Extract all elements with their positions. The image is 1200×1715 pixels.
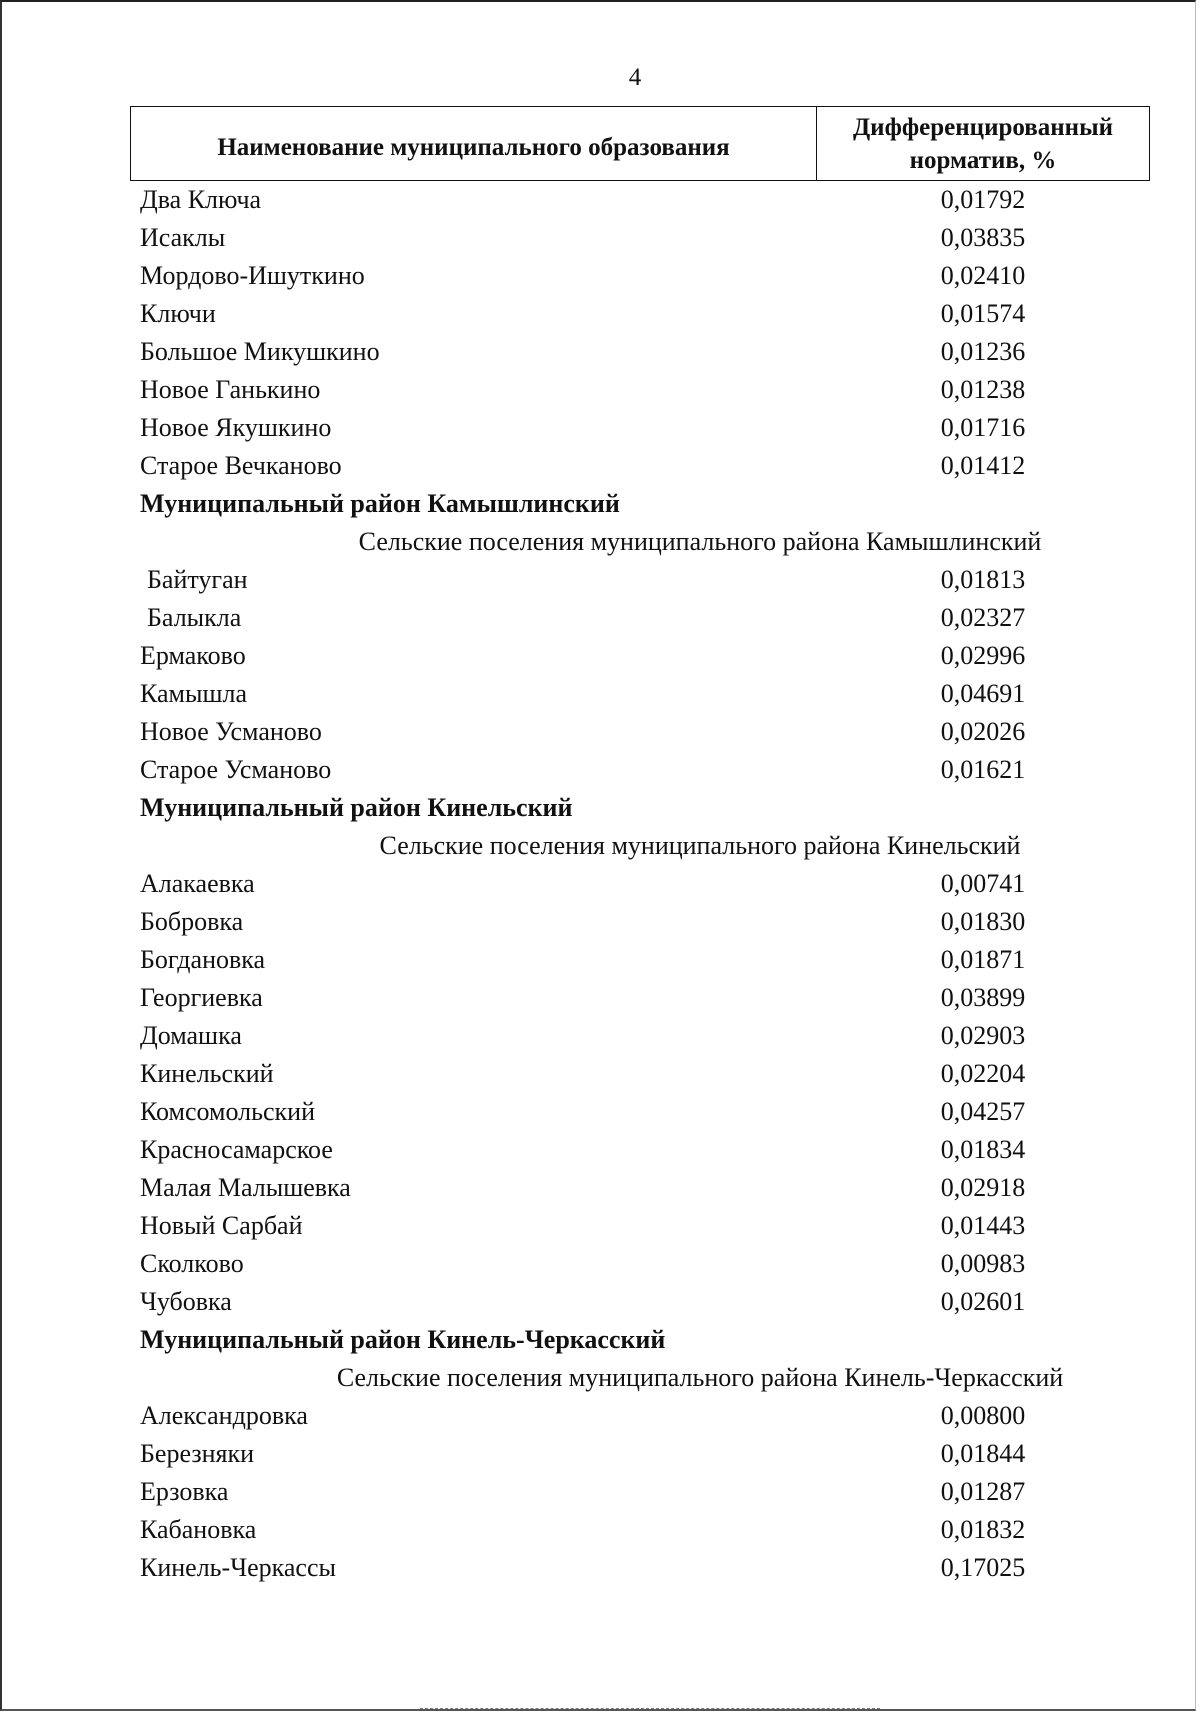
norm-value: 0,03835 bbox=[940, 223, 1026, 252]
header-value-line2: норматив, % bbox=[909, 146, 1057, 174]
table-row bbox=[130, 675, 1150, 713]
table-row bbox=[130, 1131, 1150, 1169]
subsection-heading-row bbox=[130, 523, 1150, 561]
municipality-name: Малая Малышевка bbox=[140, 1173, 351, 1202]
municipality-name: Новое Якушкино bbox=[140, 413, 332, 442]
norm-value: 0,04257 bbox=[940, 1097, 1026, 1126]
municipality-name: Комсомольский bbox=[140, 1097, 315, 1126]
municipality-name: Красносамарское bbox=[140, 1135, 333, 1164]
table-row bbox=[130, 561, 1150, 599]
page-number: 4 bbox=[628, 64, 642, 91]
norm-value: 0,00800 bbox=[940, 1401, 1026, 1430]
municipality-name: Новый Сарбай bbox=[140, 1211, 303, 1240]
subsection-title: Сельские поселения муниципального района Кинель-Черкасский bbox=[336, 1363, 1064, 1392]
municipality-name: Александровка bbox=[140, 1401, 308, 1430]
norm-value: 0,00983 bbox=[940, 1249, 1026, 1278]
municipality-name: Кабановка bbox=[140, 1515, 257, 1544]
norm-value: 0,02903 bbox=[940, 1021, 1026, 1050]
norm-value: 0,01834 bbox=[940, 1135, 1026, 1164]
municipality-name: Два Ключа bbox=[140, 185, 262, 214]
district-name: Муниципальный район Кинель-Черкасский bbox=[140, 1325, 666, 1354]
table-row bbox=[130, 865, 1150, 903]
municipality-name: Исаклы bbox=[140, 223, 226, 252]
municipality-name: Байтуган bbox=[147, 565, 248, 594]
table-row bbox=[130, 333, 1150, 371]
table-row bbox=[130, 1511, 1150, 1549]
municipality-name: Сколково bbox=[140, 1249, 244, 1278]
district-name: Муниципальный район Кинельский bbox=[140, 793, 573, 822]
table-row bbox=[130, 903, 1150, 941]
header-value-column bbox=[817, 107, 1149, 180]
norm-value: 0,01574 bbox=[940, 299, 1026, 328]
table-row bbox=[130, 1207, 1150, 1245]
district-heading-row bbox=[130, 789, 1150, 827]
district-heading-row bbox=[130, 1321, 1150, 1359]
norm-value: 0,01792 bbox=[940, 185, 1026, 214]
municipality-name: Мордово-Ишуткино bbox=[140, 261, 365, 290]
table-row bbox=[130, 447, 1150, 485]
table-row bbox=[130, 751, 1150, 789]
norm-value: 0,03899 bbox=[940, 983, 1026, 1012]
municipality-name: Домашка bbox=[140, 1021, 242, 1050]
norm-value: 0,01443 bbox=[940, 1211, 1026, 1240]
norm-value: 0,02026 bbox=[940, 717, 1026, 746]
municipality-name: Старое Усманово bbox=[140, 755, 332, 784]
table-row bbox=[130, 1055, 1150, 1093]
subsection-heading-row bbox=[130, 827, 1150, 865]
table-row bbox=[130, 1549, 1150, 1587]
municipality-name: Новое Ганькино bbox=[140, 375, 321, 404]
table-row bbox=[130, 1017, 1150, 1055]
norm-value: 0,01844 bbox=[940, 1439, 1026, 1468]
norm-value: 0,01238 bbox=[940, 375, 1026, 404]
norm-value: 0,02996 bbox=[940, 641, 1026, 670]
table-row bbox=[130, 295, 1150, 333]
district-name: Муниципальный район Камышлинский bbox=[140, 489, 620, 518]
norm-value: 0,02410 bbox=[940, 261, 1026, 290]
norm-value: 0,01813 bbox=[940, 565, 1026, 594]
norm-value: 0,01832 bbox=[940, 1515, 1026, 1544]
norm-value: 0,02601 bbox=[940, 1287, 1026, 1316]
norm-value: 0,02204 bbox=[940, 1059, 1026, 1088]
table-row bbox=[130, 979, 1150, 1017]
subsection-title: Сельские поселения муниципального района Кинельский bbox=[379, 831, 1021, 860]
table-row bbox=[130, 599, 1150, 637]
table-row bbox=[130, 941, 1150, 979]
table-row bbox=[130, 219, 1150, 257]
table-row bbox=[130, 181, 1150, 219]
municipality-name: Чубовка bbox=[140, 1287, 232, 1316]
table-row bbox=[130, 1435, 1150, 1473]
municipality-name: Балыкла bbox=[147, 603, 242, 632]
norms-table bbox=[130, 106, 1150, 1587]
norm-value: 0,01716 bbox=[940, 413, 1026, 442]
norm-value: 0,02918 bbox=[940, 1173, 1026, 1202]
municipality-name: Березняки bbox=[140, 1439, 255, 1468]
municipality-name: Большое Микушкино bbox=[140, 337, 380, 366]
table-row bbox=[130, 257, 1150, 295]
table-row bbox=[130, 1473, 1150, 1511]
table-row bbox=[130, 1169, 1150, 1207]
norm-value: 0,01830 bbox=[940, 907, 1026, 936]
norm-value: 0,00741 bbox=[940, 869, 1026, 898]
norm-value: 0,01236 bbox=[940, 337, 1026, 366]
municipality-name: Бобровка bbox=[140, 907, 244, 936]
table-row bbox=[130, 371, 1150, 409]
municipality-name: Старое Вечканово bbox=[140, 451, 342, 480]
table-row bbox=[130, 637, 1150, 675]
norm-value: 0,01287 bbox=[940, 1477, 1026, 1506]
norm-value: 0,01871 bbox=[940, 945, 1026, 974]
table-row bbox=[130, 409, 1150, 447]
norm-value: 0,01412 bbox=[940, 451, 1026, 480]
table-body bbox=[130, 181, 1150, 1587]
municipality-name: Ключи bbox=[140, 299, 216, 328]
subsection-title: Сельские поселения муниципального района Камышлинский bbox=[358, 527, 1042, 556]
municipality-name: Кинель-Черкассы bbox=[140, 1553, 336, 1582]
subsection-heading-row bbox=[130, 1359, 1150, 1397]
table-header bbox=[130, 106, 1150, 181]
norm-value: 0,17025 bbox=[940, 1553, 1026, 1582]
municipality-name: Новое Усманово bbox=[140, 717, 322, 746]
norm-value: 0,01621 bbox=[940, 755, 1026, 784]
municipality-name: Кинельский bbox=[140, 1059, 274, 1088]
municipality-name: Ерзовка bbox=[140, 1477, 229, 1506]
header-value-line1: Дифференцированный bbox=[852, 113, 1114, 141]
norm-value: 0,02327 bbox=[940, 603, 1026, 632]
district-heading-row bbox=[130, 485, 1150, 523]
municipality-name: Алакаевка bbox=[140, 869, 255, 898]
scan-bottom-marks bbox=[420, 1708, 880, 1712]
table-row bbox=[130, 1283, 1150, 1321]
header-name-column: Наименование муниципального образования bbox=[131, 107, 817, 180]
table-row bbox=[130, 713, 1150, 751]
municipality-name: Георгиевка bbox=[140, 983, 263, 1012]
table-row bbox=[130, 1093, 1150, 1131]
municipality-name: Богдановка bbox=[140, 945, 266, 974]
table-row bbox=[130, 1245, 1150, 1283]
table-row bbox=[130, 1397, 1150, 1435]
norm-value: 0,04691 bbox=[940, 679, 1026, 708]
municipality-name: Камышла bbox=[140, 679, 247, 708]
municipality-name: Ермаково bbox=[140, 641, 246, 670]
